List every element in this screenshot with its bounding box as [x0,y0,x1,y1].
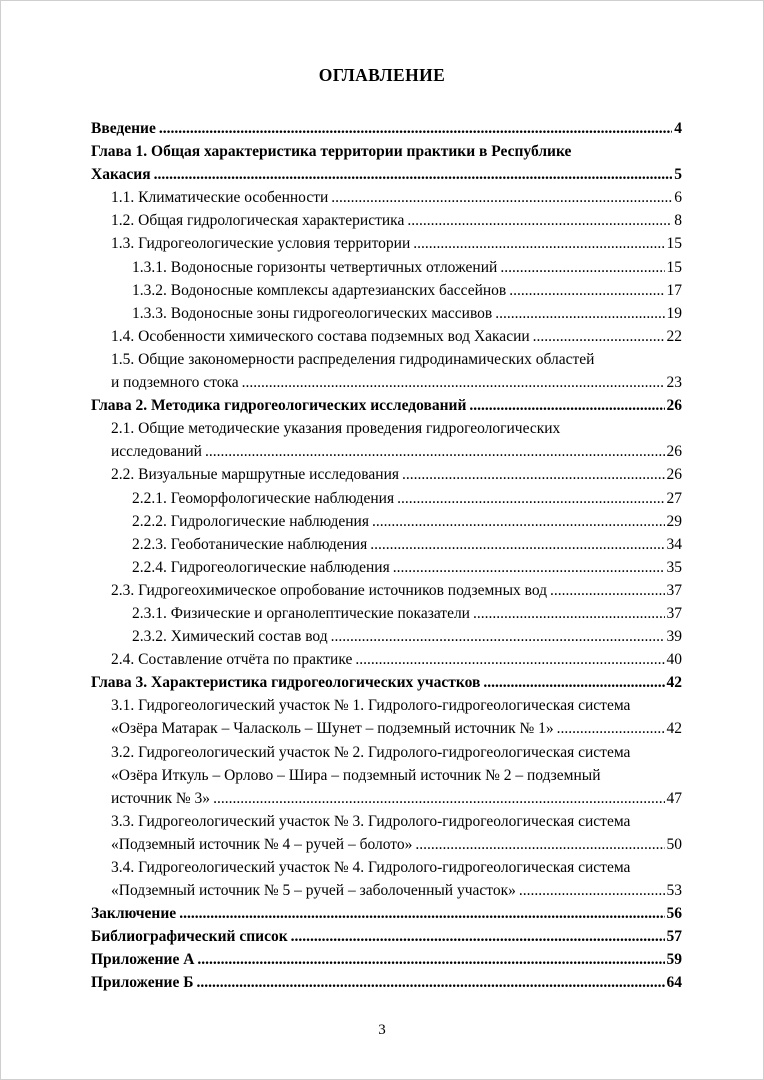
toc-entry [91,232,682,255]
dot-leader [393,556,665,579]
toc-page-ref: 37 [666,581,682,599]
toc-page-ref: 40 [666,651,682,669]
dot-leader [355,648,664,671]
toc-entry [91,671,682,694]
toc-page-ref: 27 [666,489,682,507]
toc-entry-text: 2.3. Гидрогеохимическое опробование источников подземных вод [111,581,548,599]
toc-entry-line [111,232,682,255]
toc-entry [91,741,682,810]
dot-leader [402,463,665,486]
toc-entry-line [111,440,682,463]
toc-entry-text: Заключение [91,905,177,923]
toc-page-ref: 47 [666,789,682,807]
toc-page-ref: 53 [666,882,682,900]
toc-page-ref: 29 [666,512,682,530]
toc-page-ref: 42 [666,674,682,692]
dot-leader [509,279,664,302]
toc-entry-line [132,256,682,279]
toc-entry [91,417,682,463]
toc-entry-text: 1.3.1. Водоносные горизонты четвертичных отложений [132,258,498,276]
toc-page-ref: 19 [666,304,682,322]
toc-entry-line [132,556,682,579]
toc-page-ref: 6 [674,189,682,207]
toc-entry-text: 2.1. Общие методические указания проведения гидрогеологических [111,420,561,438]
toc-entry [91,348,682,394]
toc-entry-line [91,140,682,163]
toc-entry-line [111,764,682,787]
toc-entry-line [91,948,682,971]
toc-entry [91,556,682,579]
toc-entry [91,186,682,209]
toc-entry-line [111,787,682,810]
dot-leader [205,440,665,463]
toc-entry [91,140,682,186]
toc-entry-text: и подземного стока [111,374,239,392]
toc-entry-line [111,186,682,209]
dot-leader [500,256,664,279]
toc-entry [91,579,682,602]
toc-entry-line [91,902,682,925]
dot-leader [413,232,664,255]
toc-entry-text: 2.2.1. Геоморфологические наблюдения [132,489,395,507]
toc-page-ref: 34 [666,535,682,553]
toc-entry-line [132,510,682,533]
toc-page-ref: 4 [674,120,682,137]
toc-entry [91,902,682,925]
toc-list [91,117,682,995]
toc-entry [91,117,682,140]
toc-entry [91,510,682,533]
toc-entry-text: Глава 3. Характеристика гидрогеологических участков [91,674,481,692]
toc-entry [91,256,682,279]
toc-page-ref: 50 [666,835,682,853]
toc-entry-text: 3.3. Гидрогеологический участок № 3. Гидролого-гидрогеологическая система [111,812,631,830]
toc-entry-text: «Подземный источник № 4 – ручей – болото» [111,835,413,853]
page-number: 3 [378,1022,386,1038]
dot-leader [397,487,664,510]
toc-page-ref: 22 [666,327,682,345]
dot-leader [242,371,665,394]
dot-leader [372,510,665,533]
toc-page-ref: 17 [666,281,682,299]
dot-leader [469,394,664,417]
toc-entry-text: Хакасия [91,166,151,184]
dot-leader [213,787,664,810]
toc-entry-text: 2.3.1. Физические и органолептические показатели [132,604,470,622]
toc-page-ref: 15 [666,235,682,253]
toc-entry-text: 3.4. Гидрогеологический участок № 4. Гидролого-гидрогеологическая система [111,859,631,876]
toc-entry-text: 2.2.3. Геоботанические наблюдения [132,535,368,553]
toc-entry-line [111,209,682,232]
toc-page-ref: 57 [666,928,682,946]
toc-entry [91,463,682,486]
toc-entry-text: 1.3. Гидрогеологические условия территории [111,235,411,253]
toc-page-ref: 15 [666,258,682,276]
dot-leader [291,925,665,948]
toc-entry-line [132,302,682,325]
toc-entry [91,971,682,994]
toc-entry [91,325,682,348]
toc-entry-text: Глава 2. Методика гидрогеологических исследований [91,397,467,415]
toc-page-ref: 64 [666,974,682,992]
toc-page-ref: 23 [666,374,682,392]
toc-entry [91,487,682,510]
toc-entry-text: 1.3.3. Водоносные зоны гидрогеологических массивов [132,304,493,322]
toc-entry-line [111,417,682,440]
toc-page-ref: 37 [666,604,682,622]
toc-entry-line [111,648,682,671]
toc-entry-line [91,925,682,948]
toc-entry-text: Введение [91,120,156,137]
toc-entry [91,948,682,971]
dot-leader [331,186,672,209]
toc-entry-text: 1.4. Особенности химического состава подземных вод Хакасии [111,327,530,345]
toc-entry [91,648,682,671]
toc-entry-text: 1.5. Общие закономерности распределения гидродинамических областей [111,350,595,368]
toc-entry-line [111,717,682,740]
dot-leader [483,671,664,694]
toc-entry-text: 1.1. Климатические особенности [111,189,329,207]
toc-entry-line [111,879,682,902]
toc-entry-line [91,163,682,186]
toc-entry-line [111,348,682,371]
toc-entry-text: 1.2. Общая гидрологическая характеристика [111,212,405,230]
toc-entry-text: источник № 3» [111,789,211,807]
toc-entry-text: 3.1. Гидрогеологический участок № 1. Гидролого-гидрогеологическая система [111,697,631,715]
dot-leader [407,209,672,232]
toc-entry-line [91,394,682,417]
toc-entry-line [111,833,682,856]
toc-entry-text: «Озёра Матарак – Чаласколь – Шунет – подземный источник № 1» [111,720,554,738]
toc-page-ref: 5 [674,166,682,184]
toc-entry-line [111,856,682,879]
dot-leader [495,302,664,325]
toc-entry-text: 3.2. Гидрогеологический участок № 2. Гидролого-гидрогеологическая система [111,743,631,761]
toc-entry-text: 2.3.2. Химический состав вод [132,628,328,646]
toc-page-ref: 26 [666,466,682,484]
toc-entry-line [91,117,682,140]
toc-entry-line [132,279,682,302]
dot-leader [179,902,664,925]
dot-leader [154,163,673,186]
toc-entry-line [91,671,682,694]
dot-leader [196,971,664,994]
toc-entry-line [111,325,682,348]
dot-leader [159,117,672,140]
toc-entry [91,856,682,902]
toc-page-ref: 8 [674,212,682,230]
toc-entry-line [91,971,682,994]
toc-page-ref: 26 [666,397,682,415]
toc-entry [91,209,682,232]
dot-leader [415,833,664,856]
toc-entry-text: Приложение Б [91,974,194,992]
dot-leader [519,879,665,902]
toc-page-ref: 35 [666,558,682,576]
toc-page-ref: 42 [666,720,682,738]
dot-leader [473,602,665,625]
toc-entry [91,625,682,648]
toc-page-ref: 59 [666,951,682,969]
toc-entry-text: Библиографический список [91,928,288,946]
toc-page-ref: 56 [666,905,682,923]
dot-leader [197,948,664,971]
dot-leader [370,533,664,556]
dot-leader [557,717,665,740]
toc-entry-line [111,371,682,394]
toc-entry [91,279,682,302]
toc-entry [91,302,682,325]
toc-entry-text: 2.2.2. Гидрологические наблюдения [132,512,369,530]
toc-entry-text: «Подземный источник № 5 – ручей – заболоченный участок» [111,882,516,900]
toc-page-ref: 39 [666,628,682,646]
toc-entry [91,533,682,556]
toc-entry-line [111,810,682,833]
toc-entry [91,394,682,417]
toc-page-ref: 26 [666,443,682,461]
toc-entry [91,925,682,948]
toc-entry-text: 1.3.2. Водоносные комплексы адартезианских бассейнов [132,281,507,299]
dot-leader [550,579,664,602]
toc-entry-text: Приложение А [91,951,195,969]
toc-title: ОГЛАВЛЕНИЕ [318,65,446,85]
toc-entry-line [111,741,682,764]
toc-entry-text: Глава 1. Общая характеристика территории практики в Республике [91,143,572,161]
toc-entry [91,602,682,625]
toc-entry-text: исследований [111,443,202,461]
toc-entry [91,694,682,740]
toc-entry-text: 2.2.4. Гидрогеологические наблюдения [132,558,390,576]
toc-entry-line [132,625,682,648]
dot-leader [331,625,665,648]
toc-entry-text: «Озёра Иткуль – Орлово – Шира – подземный источник № 2 – подземный [111,766,601,784]
toc-entry [91,810,682,856]
toc-entry-text: 2.4. Составление отчёта по практике [111,651,353,669]
dot-leader [533,325,665,348]
toc-entry-line [111,579,682,602]
toc-entry-line [111,463,682,486]
toc-entry-line [132,602,682,625]
toc-entry-line [111,694,682,717]
toc-entry-text: 2.2. Визуальные маршрутные исследования [111,466,399,484]
toc-entry-line [132,487,682,510]
toc-entry-line [132,533,682,556]
